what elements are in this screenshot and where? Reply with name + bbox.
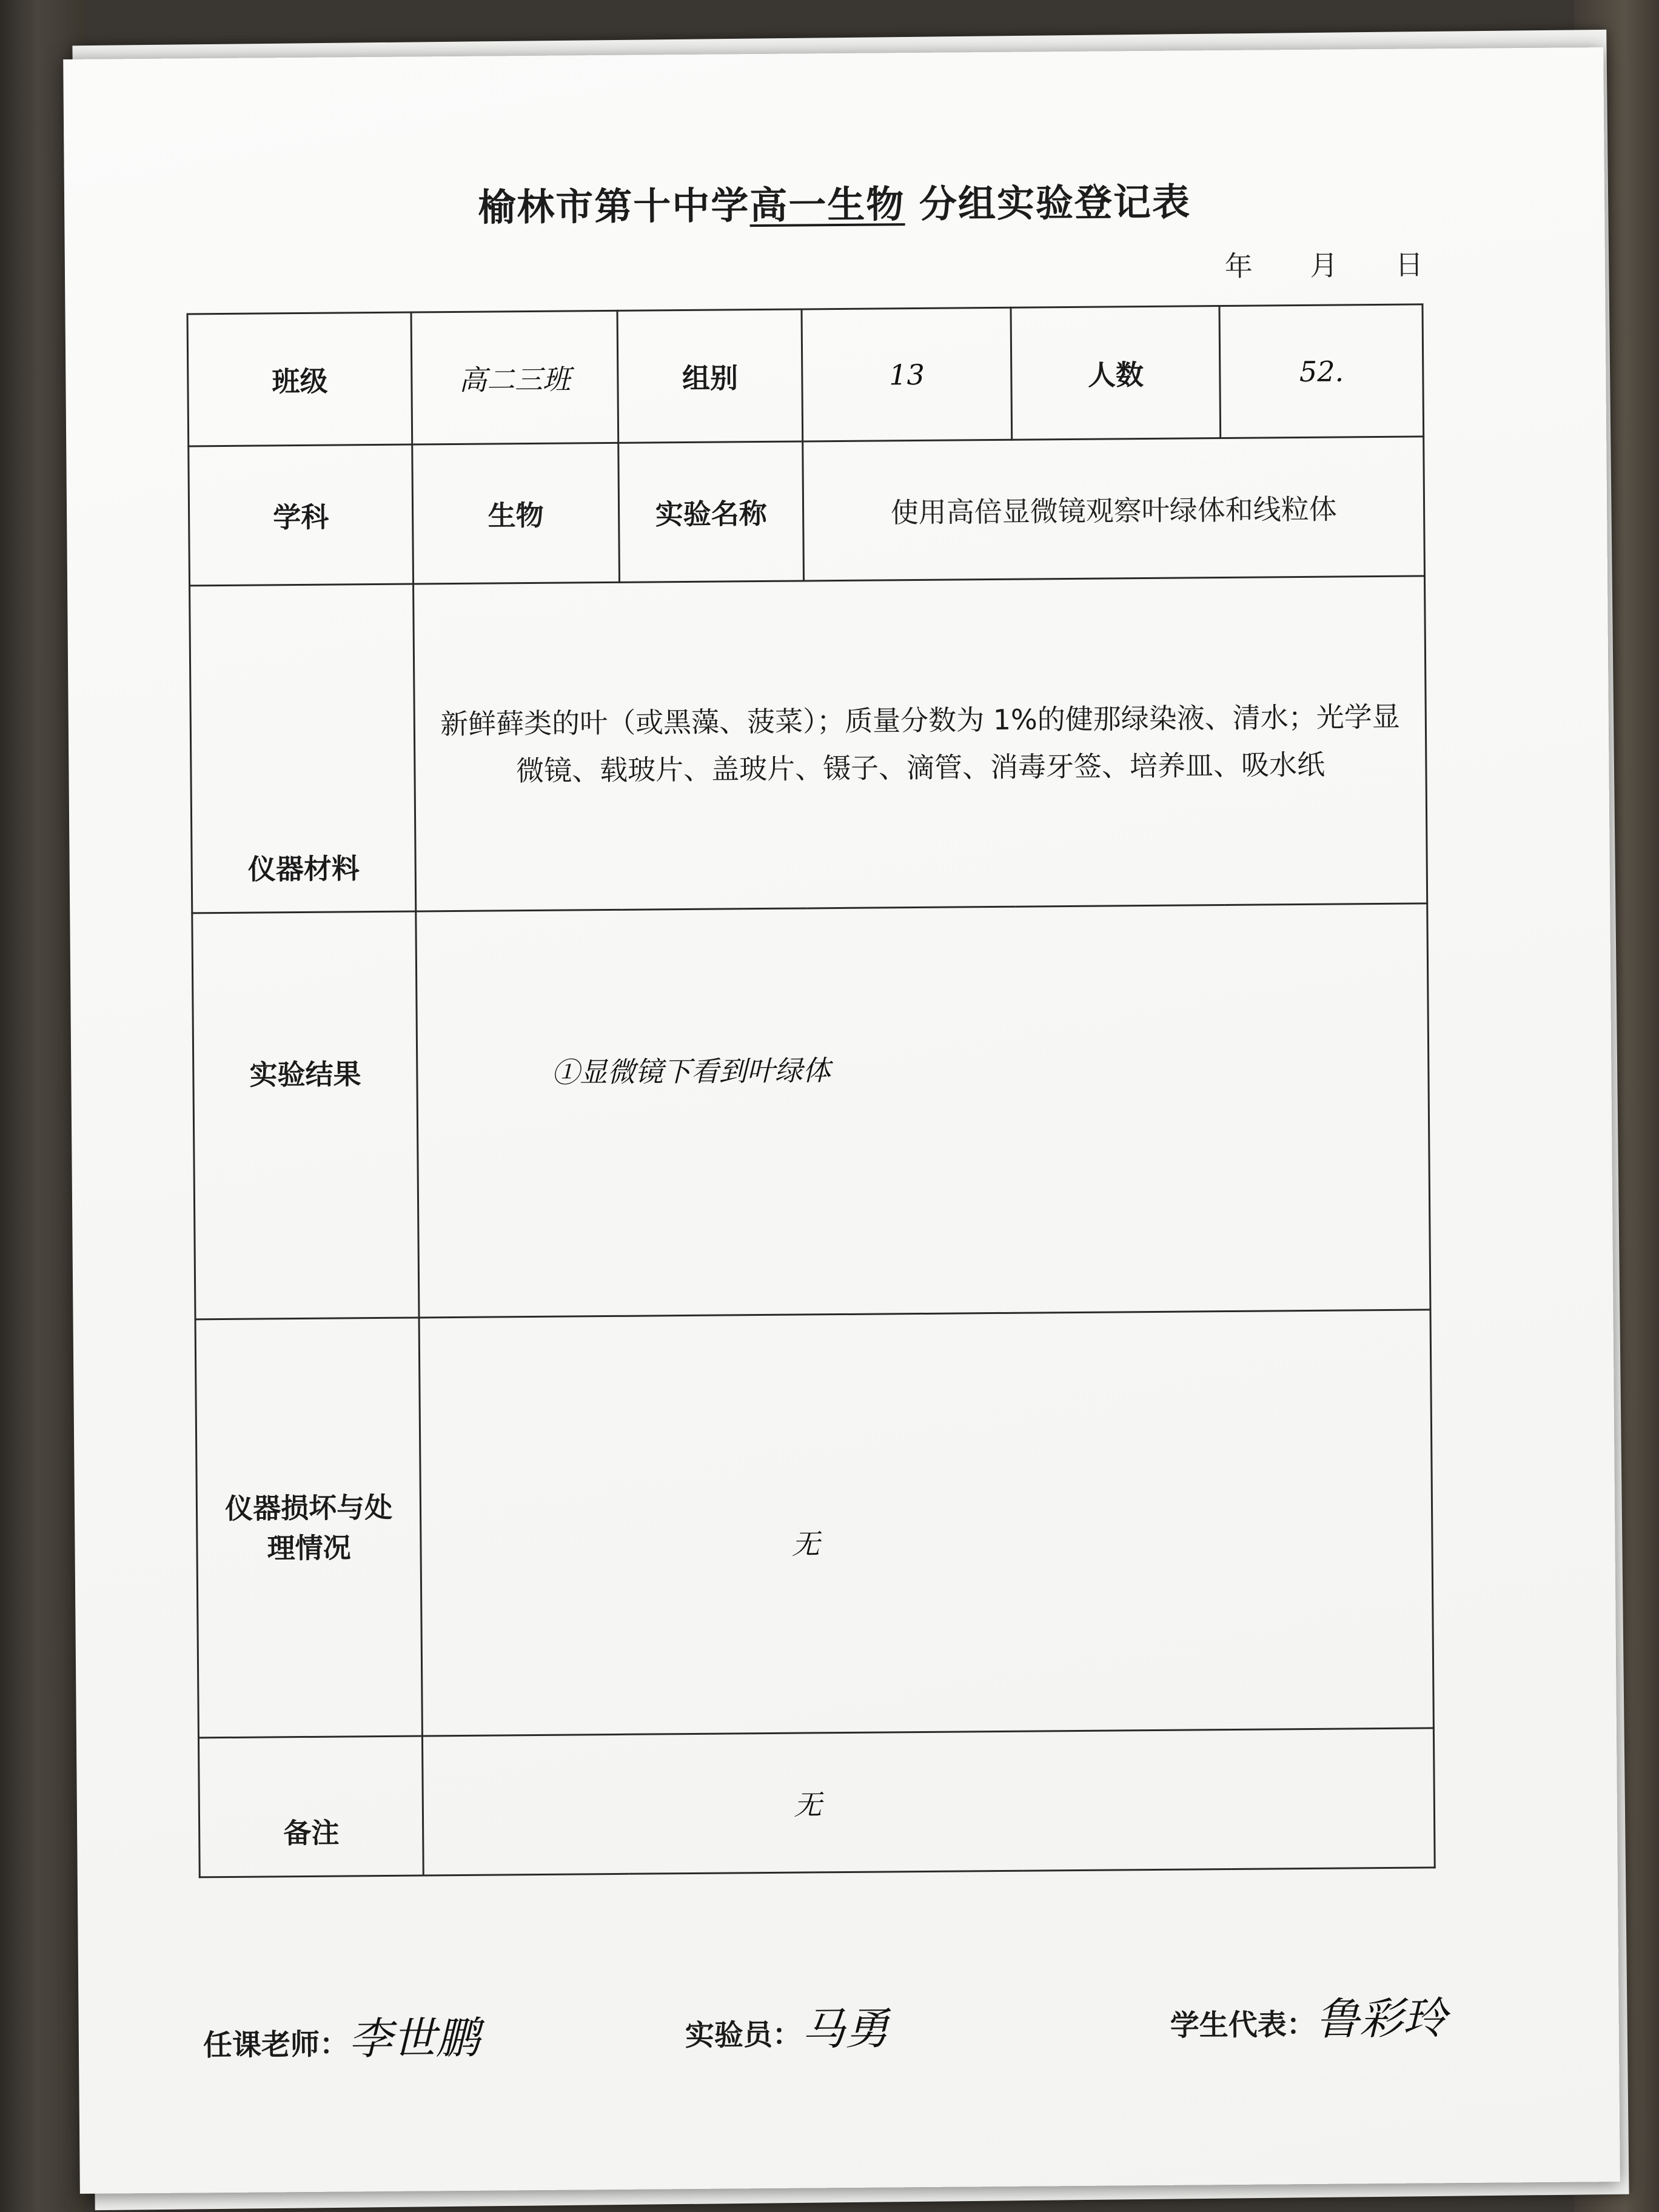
- result-value: ①显微镜下看到叶绿体: [416, 903, 1430, 1318]
- class-label: 班级: [187, 312, 412, 446]
- materials-line-1: 新鲜藓类的叶（或黑藻、菠菜）；质量分数为 1%的健那绿染液、清水；光学显: [440, 700, 1400, 740]
- lab-assistant-sign: 马勇: [801, 2003, 890, 2055]
- form-sheet: [63, 47, 1620, 2194]
- teacher-sign: 李世鹏: [348, 2012, 480, 2065]
- student-rep-signature: [1170, 1983, 1447, 2048]
- form-title: [64, 169, 1605, 235]
- title-grade-subject: 高一生物: [749, 182, 905, 228]
- row-damage: [195, 1310, 1433, 1738]
- teacher-signature: [203, 2003, 480, 2068]
- teacher-label: 任课老师：: [203, 2027, 349, 2063]
- count-label: 人数: [1011, 306, 1221, 440]
- row-class-info: [187, 304, 1424, 446]
- damage-label-line-2: 理情况: [267, 1530, 351, 1564]
- lab-assistant-signature: [685, 1993, 889, 2058]
- date-year: 年: [1224, 249, 1253, 283]
- date-month: 月: [1310, 249, 1338, 282]
- student-rep-label: 学生代表：: [1170, 2007, 1316, 2043]
- student-rep-sign: 鲁彩玲: [1315, 1992, 1447, 2045]
- result-label: 实验结果: [192, 911, 420, 1319]
- row-materials: [190, 576, 1427, 913]
- materials-label: 仪器材料: [190, 584, 416, 913]
- damage-label: [195, 1318, 423, 1738]
- date-line: [1176, 243, 1423, 284]
- group-label: 组别: [617, 309, 803, 443]
- damage-value: 无: [419, 1310, 1433, 1736]
- date-day: 日: [1395, 248, 1424, 281]
- remarks-label: 备注: [198, 1736, 423, 1877]
- remarks-value: 无: [423, 1728, 1435, 1875]
- title-form-name: 分组实验登记表: [905, 179, 1191, 227]
- signature-row: [78, 1982, 1619, 2115]
- damage-label-line-1: 仪器损坏与处: [224, 1490, 393, 1525]
- title-school: 榆林市第十中学: [478, 183, 750, 230]
- row-result: [192, 903, 1430, 1319]
- subject-label: 学科: [189, 444, 414, 586]
- experiment-name-label: 实验名称: [618, 441, 803, 582]
- materials-line-2: 微镜、载玻片、盖玻片、镊子、滴管、消毒牙签、培养皿、吸水纸: [515, 748, 1326, 787]
- experiment-name-value: 使用高倍显微镜观察叶绿体和线粒体: [803, 437, 1424, 581]
- count-value: 52.: [1219, 304, 1423, 438]
- row-remarks: [198, 1728, 1435, 1877]
- materials-value: [414, 576, 1427, 911]
- class-value: 高二三班: [411, 310, 618, 444]
- group-value: 13: [802, 307, 1011, 441]
- subject-value: 生物: [412, 443, 619, 584]
- registration-table: [187, 303, 1436, 1878]
- row-subject: [189, 437, 1425, 586]
- lab-assistant-label: 实验员：: [685, 2017, 802, 2053]
